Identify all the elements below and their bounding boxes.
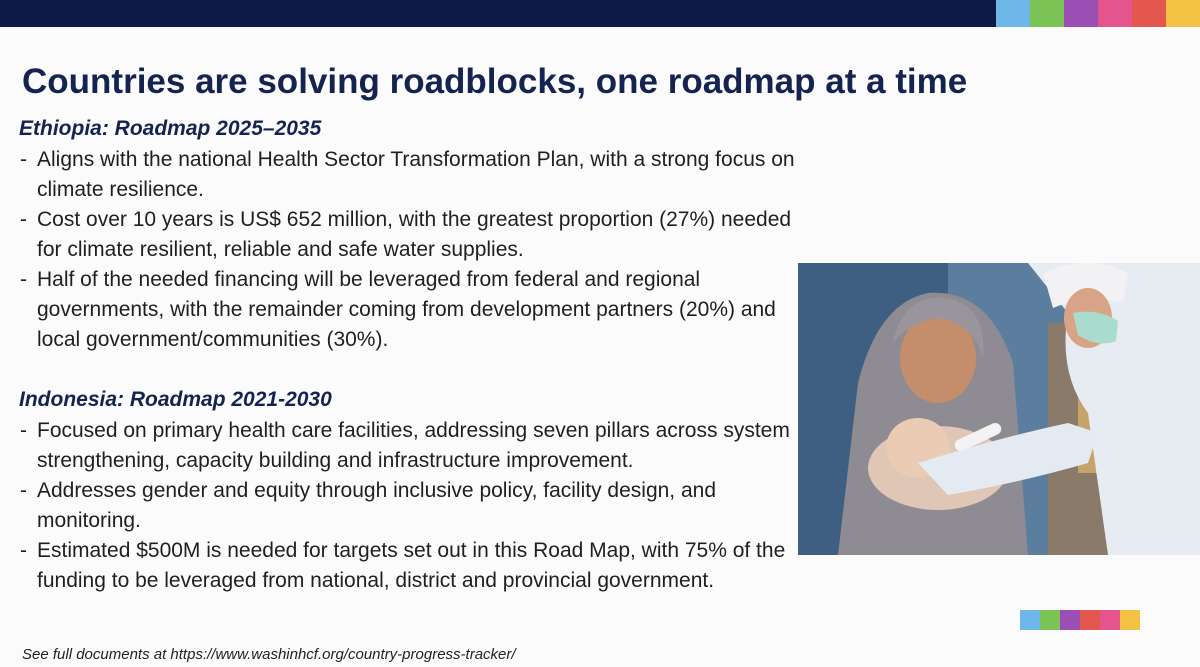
indonesia-heading: Indonesia: Roadmap 2021-2030 xyxy=(19,388,332,411)
top-header-bar xyxy=(0,0,1200,27)
ethiopia-bullet-list xyxy=(19,145,799,355)
indonesia-bullet: - Addresses gender and equity through inclusive policy, facility design, and monitoring. xyxy=(19,476,799,536)
health-worker-photo xyxy=(798,263,1200,555)
brand-color-swatch xyxy=(1120,610,1140,630)
indonesia-bullet-list xyxy=(19,416,799,596)
slide-title: Countries are solving roadblocks, one roadmap at a time xyxy=(22,62,968,101)
footer-source-note: See full documents at https://www.washinhcf.org/country-progress-tracker/ xyxy=(22,646,516,663)
ethiopia-bullet: - Cost over 10 years is US$ 652 million, with the greatest proportion (27%) needed for climate resilient, reliable and safe water supplies. xyxy=(19,205,799,265)
brand-color-swatch xyxy=(1098,0,1132,27)
brand-color-swatch xyxy=(1030,0,1064,27)
brand-color-swatch xyxy=(996,0,1030,27)
brand-color-swatch xyxy=(1100,610,1120,630)
brand-color-swatch xyxy=(1166,0,1200,27)
indonesia-bullet: - Estimated $500M is needed for targets set out in this Road Map, with 75% of the funding to be leveraged from national, district and provincial government. xyxy=(19,536,799,596)
brand-color-swatch xyxy=(1040,610,1060,630)
brand-color-swatch xyxy=(1020,610,1040,630)
ethiopia-bullet: - Aligns with the national Health Sector Transformation Plan, with a strong focus on climate resilience. xyxy=(19,145,799,205)
brand-color-strip xyxy=(1020,610,1140,630)
indonesia-bullet: - Focused on primary health care facilities, addressing seven pillars across system strengthening, capacity building and infrastructure improvement. xyxy=(19,416,799,476)
brand-color-swatch xyxy=(1132,0,1166,27)
brand-color-swatch xyxy=(1060,610,1080,630)
brand-color-swatch xyxy=(1080,610,1100,630)
brand-color-swatch xyxy=(1064,0,1098,27)
ethiopia-heading: Ethiopia: Roadmap 2025–2035 xyxy=(19,117,322,140)
ethiopia-bullet: - Half of the needed financing will be leveraged from federal and regional governments, with the remainder coming from development partners (20%) and local government/communities (30%). xyxy=(19,265,799,355)
